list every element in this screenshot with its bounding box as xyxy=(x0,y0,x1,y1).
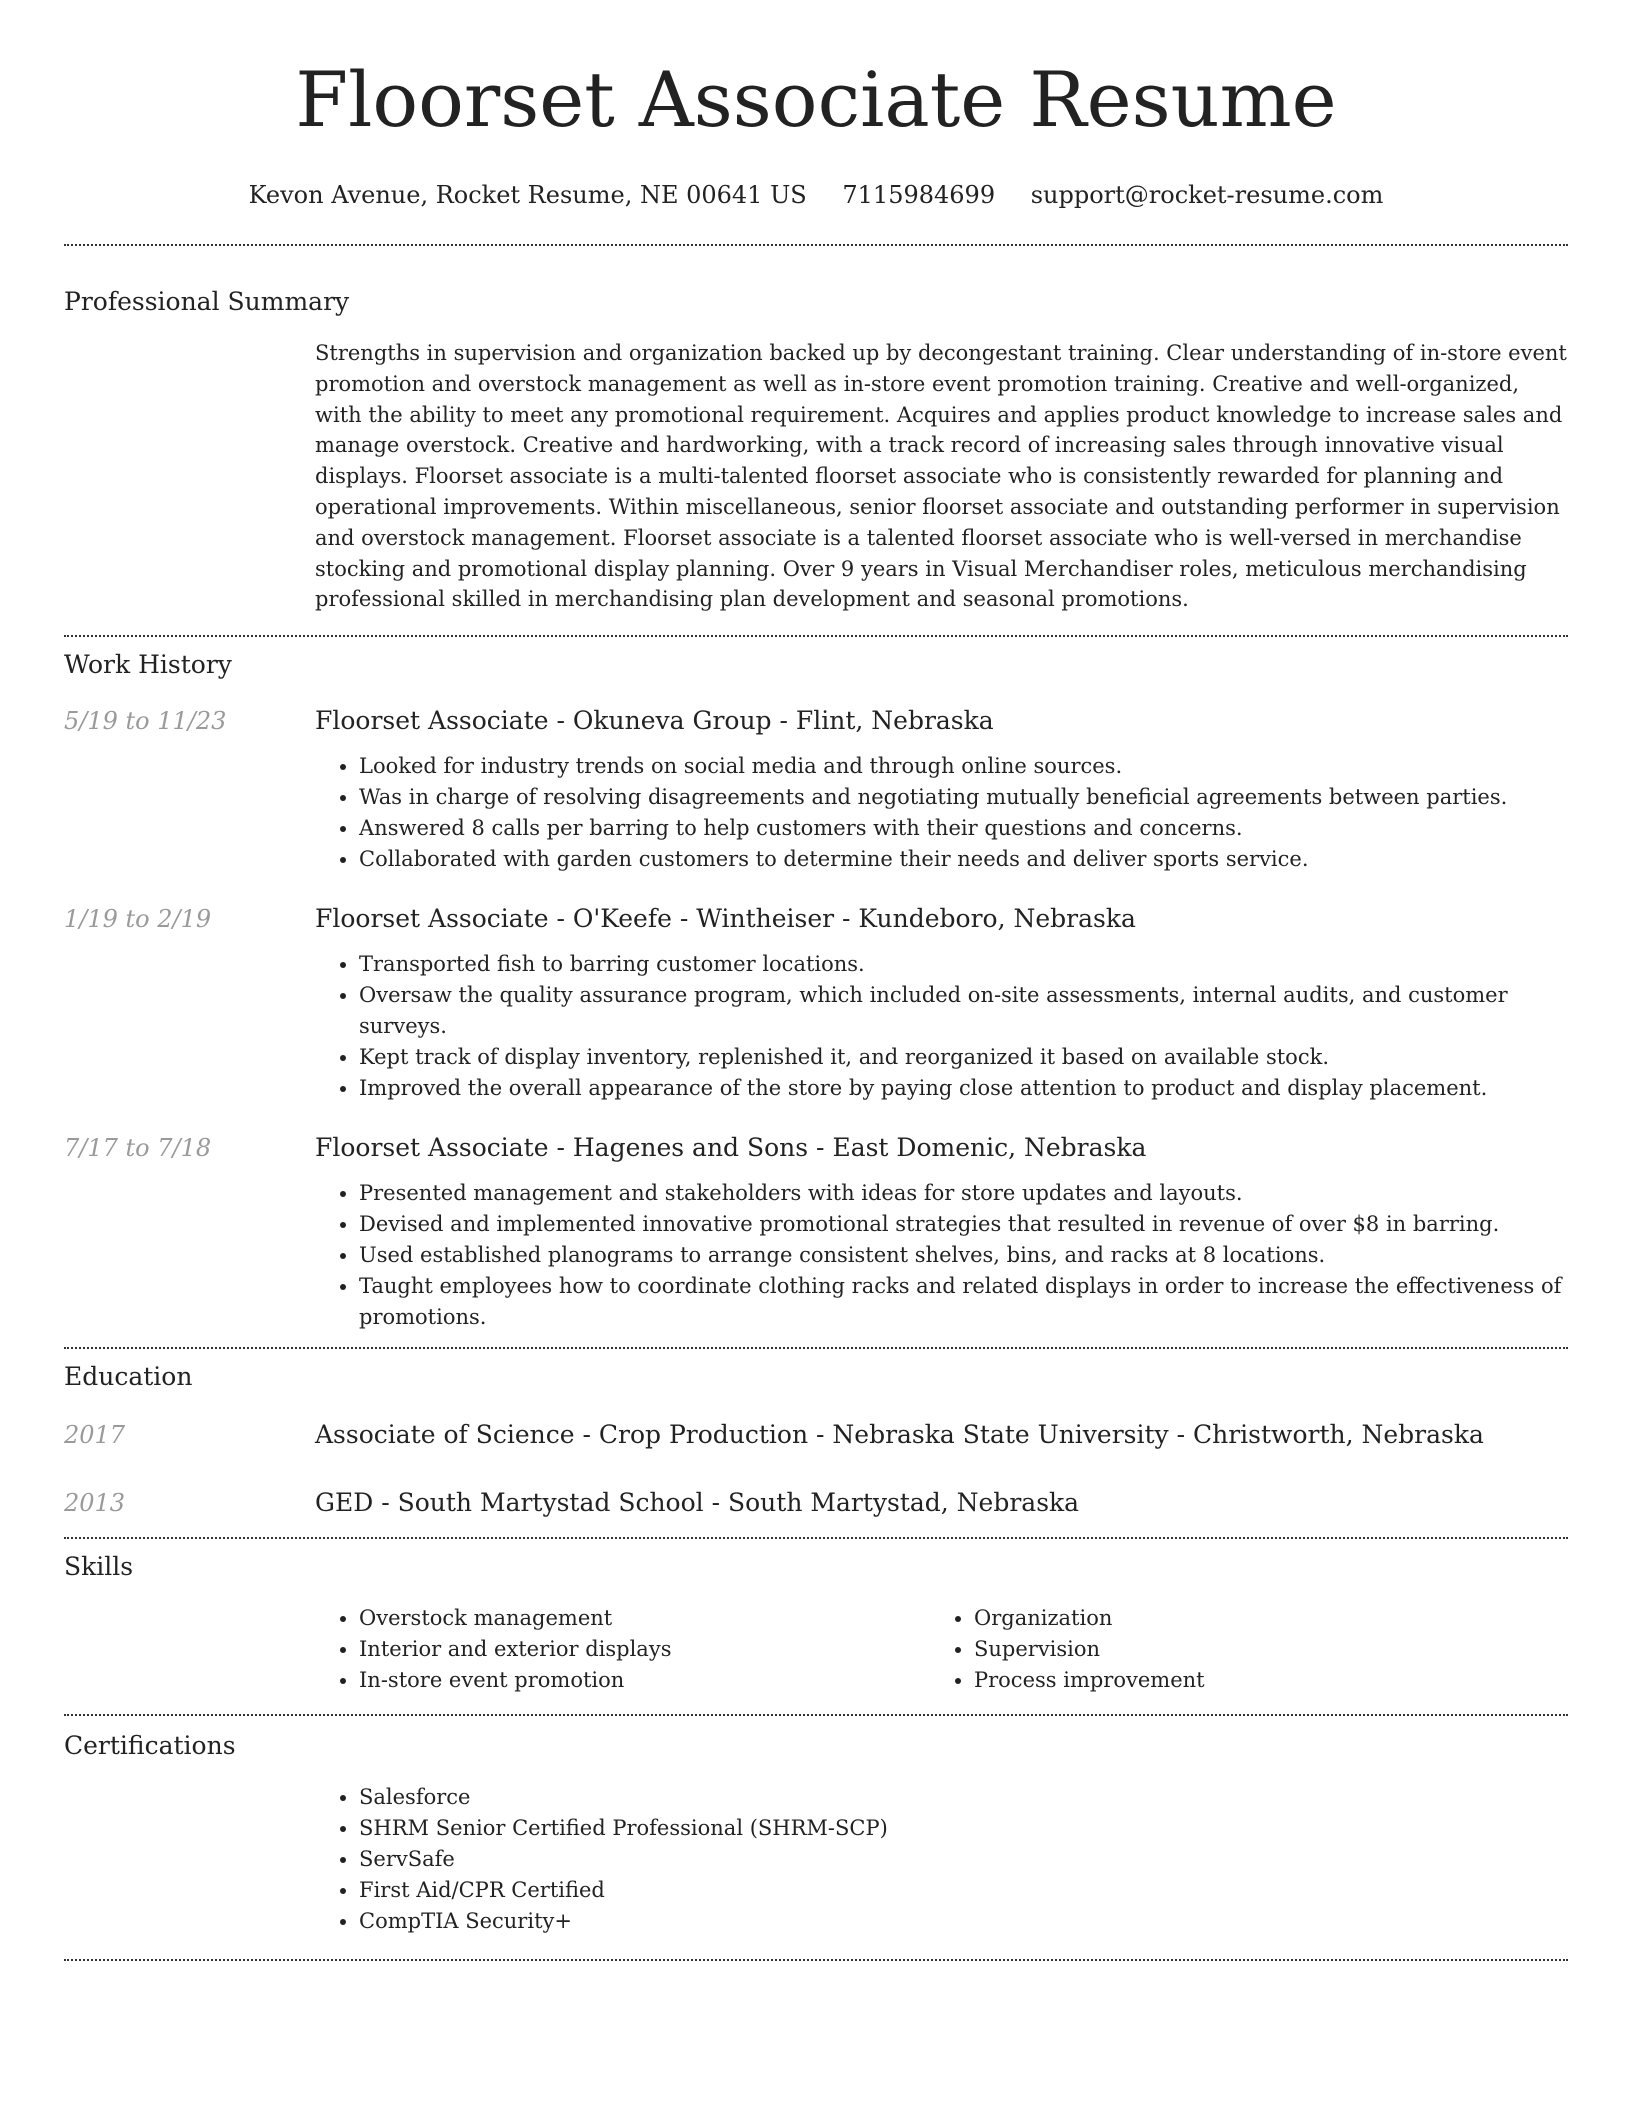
list-item: • First Aid/CPR Certified xyxy=(359,1875,1568,1906)
list-item: • Taught employees how to coordinate clothing racks and related displays in order to increase the effectiveness of promotions. xyxy=(359,1271,1568,1333)
list-item: • Oversaw the quality assurance program, which included on-site assessments, internal audits, and customer surveys. xyxy=(359,980,1568,1042)
certifications-list xyxy=(315,1782,1568,1937)
education-entry xyxy=(64,1419,1568,1451)
list-item: • Devised and implemented innovative promotional strategies that resulted in revenue of over $8 in barring. xyxy=(359,1209,1568,1240)
skills-grid xyxy=(315,1583,1568,1696)
job-date: 7/17 to 7/18 xyxy=(64,1134,212,1163)
contact-address: Kevon Avenue, Rocket Resume, NE 00641 US xyxy=(248,181,807,209)
job-title: Floorset Associate - Okuneva Group - Flint, Nebraska xyxy=(315,706,994,736)
job-bullets xyxy=(315,949,1568,1104)
job-entry xyxy=(64,1132,1568,1347)
job-title: Floorset Associate - O'Keefe - Wintheiser - Kundeboro, Nebraska xyxy=(315,904,1136,934)
skills-list-left xyxy=(315,1603,930,1696)
list-item: • Interior and exterior displays xyxy=(359,1634,930,1665)
education-year: 2017 xyxy=(64,1421,126,1450)
list-item: • Supervision xyxy=(974,1634,1545,1665)
list-item: • Collaborated with garden customers to determine their needs and deliver sports service. xyxy=(359,844,1568,875)
list-item: • Used established planograms to arrange consistent shelves, bins, and racks at 8 locations. xyxy=(359,1240,1568,1271)
job-date: 1/19 to 2/19 xyxy=(64,905,212,934)
list-item: • Process improvement xyxy=(974,1665,1545,1696)
skills-section xyxy=(64,1539,1568,1714)
education-heading: Education xyxy=(64,1362,193,1392)
job-title: Floorset Associate - Hagenes and Sons - East Domenic, Nebraska xyxy=(315,1133,1147,1163)
education-text: Associate of Science - Crop Production - Nebraska State University - Christworth, Nebraska xyxy=(315,1420,1484,1450)
certifications-section xyxy=(64,1716,1568,1959)
list-item: • Looked for industry trends on social media and through online sources. xyxy=(359,751,1568,782)
section-divider xyxy=(64,1959,1568,1961)
contact-line xyxy=(64,180,1568,210)
job-bullets xyxy=(315,751,1568,875)
skills-heading: Skills xyxy=(64,1552,134,1582)
job-entry xyxy=(64,705,1568,875)
list-item: • Overstock management xyxy=(359,1603,930,1634)
job-bullets xyxy=(315,1178,1568,1333)
job-entry xyxy=(64,903,1568,1104)
list-item: • Answered 8 calls per barring to help customers with their questions and concerns. xyxy=(359,813,1568,844)
list-item: • In-store event promotion xyxy=(359,1665,930,1696)
list-item: • CompTIA Security+ xyxy=(359,1906,1568,1937)
summary-section xyxy=(64,246,1568,635)
list-item: • Presented management and stakeholders with ideas for store updates and layouts. xyxy=(359,1178,1568,1209)
certifications-heading: Certifications xyxy=(64,1731,236,1761)
resume-header xyxy=(64,0,1568,210)
page-title: Floorset Associate Resume xyxy=(295,55,1337,144)
list-item: • ServSafe xyxy=(359,1844,1568,1875)
summary-heading: Professional Summary xyxy=(64,287,350,316)
summary-text: Strengths in supervision and organization backed up by decongestant training. Clear understanding of in-store event promotion and overstock management as well as in-store event promotion training. Creative and well-organized, with the ability to meet any promotional requirement. Acquires and applies product knowledge to increase sales and manage overstock. Creative and hardworking, with a track record of increasing sales through innovative visual displays. Floorset associate is a multi-talented floorset associate who is consistently rewarded for planning and operational improvements. Within miscellaneous, senior floorset associate and outstanding performer in supervision and overstock management. Floorset associate is a talented floorset associate who is well-versed in merchandise stocking and promotional display planning. Over 9 years in Visual Merchandiser roles, meticulous merchandising professional skilled in merchandising plan development and seasonal promotions. xyxy=(315,341,1567,612)
list-item: • Improved the overall appearance of the store by paying close attention to product and display placement. xyxy=(359,1073,1568,1104)
list-item: • Was in charge of resolving disagreements and negotiating mutually beneficial agreements between parties. xyxy=(359,782,1568,813)
work-history-heading: Work History xyxy=(64,650,232,680)
list-item: • SHRM Senior Certified Professional (SHRM-SCP) xyxy=(359,1813,1568,1844)
list-item: • Salesforce xyxy=(359,1782,1568,1813)
education-entry xyxy=(64,1487,1568,1519)
skills-list-right xyxy=(930,1603,1545,1696)
list-item: • Kept track of display inventory, replenished it, and reorganized it based on available stock. xyxy=(359,1042,1568,1073)
education-section xyxy=(64,1349,1568,1537)
job-date: 5/19 to 11/23 xyxy=(64,707,227,736)
list-item: • Organization xyxy=(974,1603,1545,1634)
list-item: • Transported fish to barring customer locations. xyxy=(359,949,1568,980)
work-history-section xyxy=(64,637,1568,1347)
education-text: GED - South Martystad School - South Martystad, Nebraska xyxy=(315,1488,1080,1518)
education-year: 2013 xyxy=(64,1489,126,1518)
contact-phone: 7115984699 xyxy=(842,181,996,209)
contact-email: support@rocket-resume.com xyxy=(1030,181,1384,209)
